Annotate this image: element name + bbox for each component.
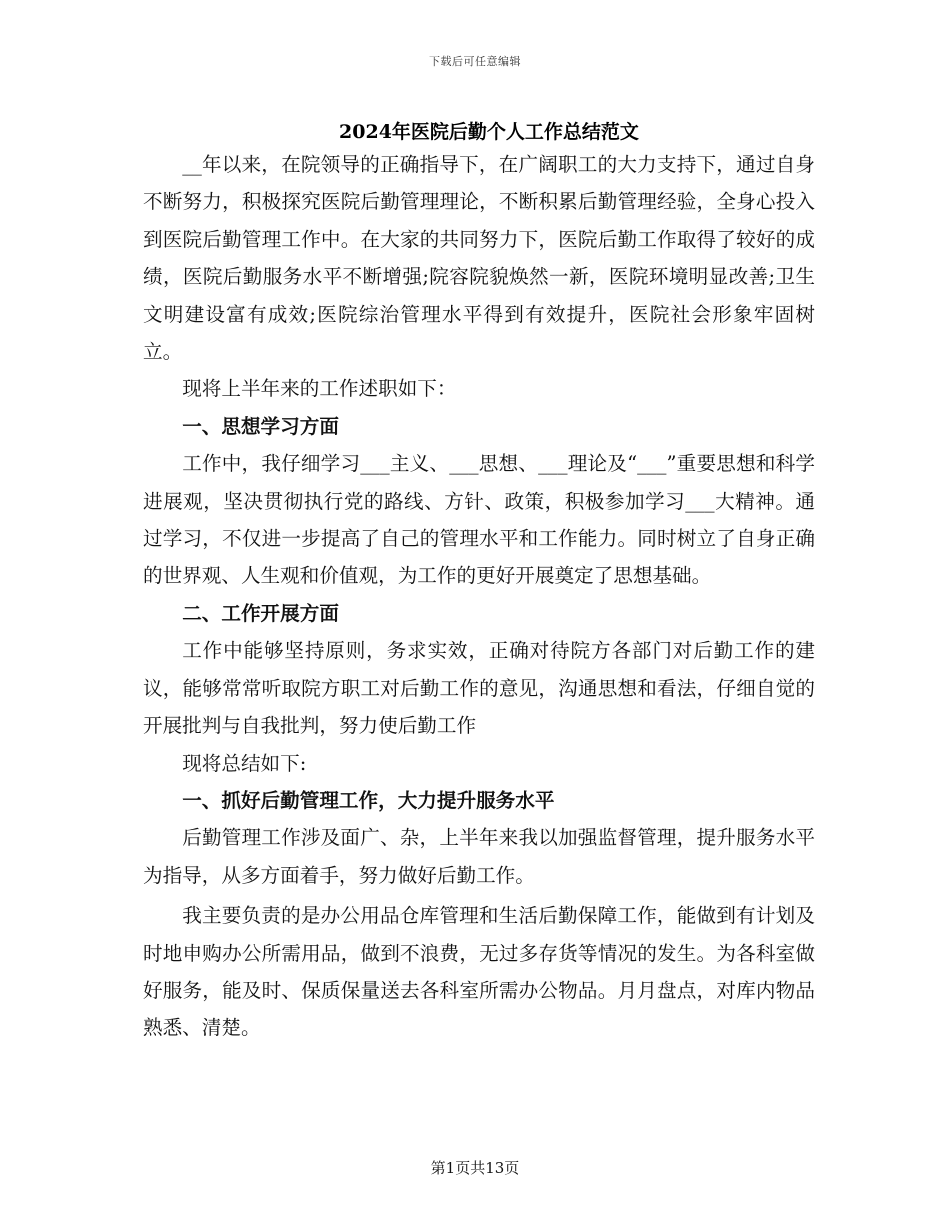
document-title: 2024年医院后勤个人工作总结范文 [339, 121, 639, 143]
section-heading-thought-study: 一、思想学习方面 [182, 414, 339, 438]
header-note: 下载后可任意编辑 [429, 55, 521, 68]
report-intro-paragraph: 现将上半年来的工作述职如下： [182, 377, 457, 401]
page-footer: 第1页共13页 [430, 1159, 520, 1177]
thought-study-paragraph: 工作中，我仔细学习___主义、___思想、___理论及“___”重要思想和科学进展观，坚决贯彻执行党的路线、方针、政策，积极参加学习___大精神。通过学习，不仅进一步提高了自己的管理水平和工作能力。同时树立了自身正确的世界观、人生观和价值观，为工作的更好开展奠定了思想基础。 [143, 452, 815, 588]
work-development-paragraph: 工作中能够坚持原则，务求实效，正确对待院方各部门对后勤工作的建议，能够常常听取院方职工对后勤工作的意见，沟通思想和看法，仔细自觉的开展批判与自我批判，努力使后勤工作 [143, 639, 815, 738]
summary-intro-paragraph: 现将总结如下: [182, 751, 307, 775]
responsibilities-paragraph: 我主要负责的是办公用品仓库管理和生活后勤保障工作，能做到有计划及时地申购办公所需用品，做到不浪费，无过多存货等情况的发生。为各科室做好服务，能及时、保质保量送去各科室所需办公物品。月月盘点，对库内物品熟悉、清楚。 [143, 904, 815, 1040]
intro-paragraph: __年以来，在院领导的正确指导下，在广阔职工的大力支持下，通过自身不断努力，积极探究医院后勤管理理论，不断积累后勤管理经验，全身心投入到医院后勤管理工作中。在大家的共同努力下，医院后勤工作取得了较好的成绩，医院后勤服务水平不断增强;院容院貌焕然一新，医院环境明显改善;卫生文明建设富有成效;医院综治管理水平得到有效提升，医院社会形象牢固树立。 [143, 153, 815, 364]
section-heading-work-development: 二、工作开展方面 [182, 601, 339, 625]
document-body [143, 146, 815, 1047]
section-heading-logistics-management: 一、抓好后勤管理工作，大力提升服务水平 [182, 788, 555, 812]
logistics-management-paragraph: 后勤管理工作涉及面广、杂，上半年来我以加强监督管理，提升服务水平为指导，从多方面着手，努力做好后勤工作。 [143, 826, 815, 887]
